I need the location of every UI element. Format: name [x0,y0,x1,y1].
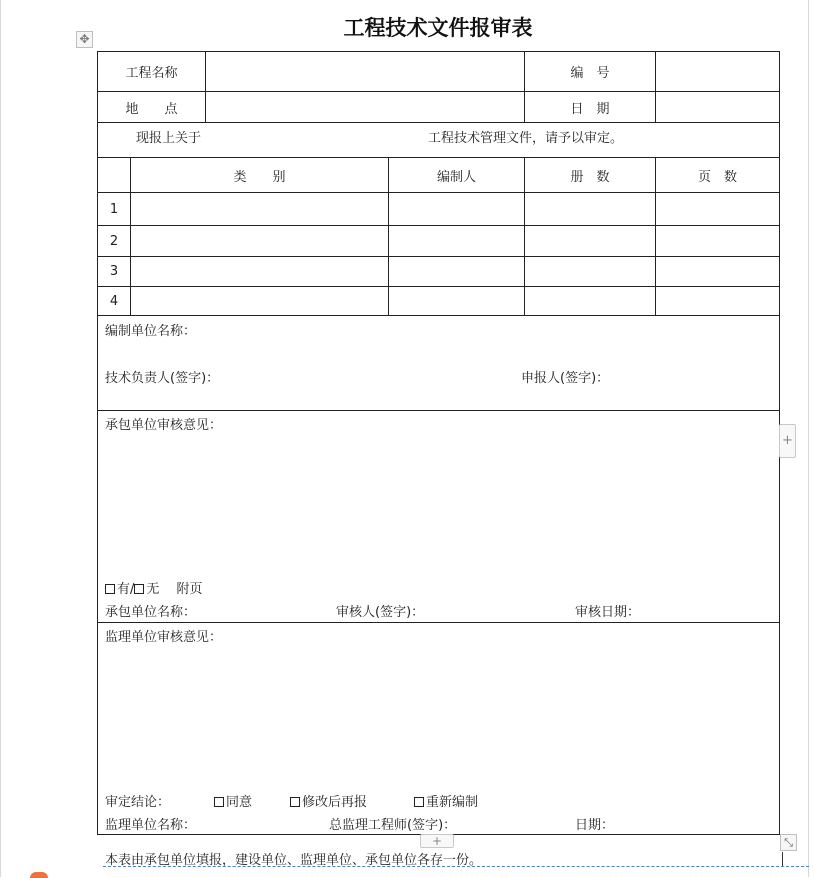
attachment-no-checkbox[interactable] [134,584,144,594]
category-cell[interactable] [131,193,389,226]
agree-checkbox[interactable] [214,797,224,807]
page-left-edge [0,0,1,877]
table-row [98,226,780,257]
option-recompile[interactable] [414,791,478,810]
category-cell[interactable] [131,226,389,257]
table-resize-handle[interactable] [780,834,797,851]
contractor-opinion-section[interactable] [98,411,780,623]
review-date-label: 审核日期： [575,605,641,620]
document-title: 工程技术文件报审表 [343,15,533,40]
attachment-yes-checkbox[interactable] [105,584,115,594]
plus-icon: + [782,433,793,448]
add-column-button[interactable] [779,424,796,458]
table-row [98,92,780,123]
form-table [97,51,780,835]
move-icon: ✥ [79,32,90,46]
applicant-label: 申报人(签字)： [521,371,610,386]
submit-suffix: 工程技术管理文件，请予以审定。 [428,131,624,146]
editor-cell[interactable] [389,287,525,316]
row-number: 1 [98,193,131,226]
agree-label: 同意 [226,795,253,810]
attachment-line [105,578,203,597]
category-cell[interactable] [131,287,389,316]
resize-icon: ⤡ [784,836,793,849]
plus-icon: + [431,834,443,848]
table-row [98,52,780,92]
row-number: 3 [98,257,131,287]
header-volumes: 册 数 [525,158,656,193]
table-row [98,316,780,411]
revise-checkbox[interactable] [290,797,300,807]
recompile-label: 重新编制 [426,795,479,810]
table-row [98,411,780,623]
volumes-cell[interactable] [525,193,656,226]
editor-cell[interactable] [389,193,525,226]
project-name-label: 工程名称 [98,52,206,92]
table-row [98,193,780,226]
number-label: 编 号 [525,52,656,92]
submit-statement[interactable] [98,123,780,158]
date2-label: 日期： [575,818,615,833]
footnote: 本表由承包单位填报，建设单位、监理单位、承包单位各存一份。 [105,853,483,868]
location-field[interactable] [206,92,525,123]
volumes-cell[interactable] [525,226,656,257]
header-category: 类 别 [131,158,389,193]
row-number: 2 [98,226,131,257]
date-field[interactable] [656,92,780,123]
chief-engineer-label: 总监理工程师(签字)： [329,818,457,833]
date-label: 日 期 [525,92,656,123]
compile-unit-label: 编制单位名称： [105,324,197,339]
contractor-opinion-label: 承包单位审核意见： [105,418,223,433]
tech-lead-label: 技术负责人(签字)： [105,371,220,386]
number-field[interactable] [656,52,780,92]
conclusion-label: 审定结论： [105,795,171,810]
table-row [98,287,780,316]
editor-cell[interactable] [389,257,525,287]
supervisor-opinion-label: 监理单位审核意见： [105,630,223,645]
supervisor-opinion-section[interactable] [98,623,780,835]
option-agree[interactable] [214,791,252,810]
table-row [98,158,780,193]
reviewer-label: 审核人(签字)： [336,605,425,620]
selection-underline [103,866,809,867]
attachment-no-label: 无 [146,582,160,597]
table-row [98,123,780,158]
orange-marker [30,872,48,878]
contractor-name-label: 承包单位名称： [105,605,197,620]
pages-cell[interactable] [656,287,780,316]
pages-cell[interactable] [656,257,780,287]
row-number: 4 [98,287,131,316]
supervisor-name-label: 监理单位名称： [105,818,197,833]
add-row-button[interactable] [420,834,454,848]
editor-cell[interactable] [389,226,525,257]
volumes-cell[interactable] [525,257,656,287]
pages-cell[interactable] [656,226,780,257]
attachment-pages-label: 附页 [176,582,203,597]
table-row [98,623,780,835]
header-editor: 编制人 [389,158,525,193]
pages-cell[interactable] [656,193,780,226]
header-pages: 页 数 [656,158,780,193]
submit-prefix: 现报上关于 [136,131,202,146]
table-row [98,257,780,287]
revise-label: 修改后再报 [302,795,368,810]
option-revise[interactable] [290,791,367,810]
recompile-checkbox[interactable] [414,797,424,807]
project-name-field[interactable] [206,52,525,92]
attachment-yes-label: 有/ [117,582,135,597]
location-label: 地 点 [98,92,206,123]
volumes-cell[interactable] [525,287,656,316]
header-index-cell [98,158,131,193]
page-right-edge [808,0,809,877]
text-cursor [782,852,783,866]
category-cell[interactable] [131,257,389,287]
compile-unit-section[interactable] [98,316,780,411]
